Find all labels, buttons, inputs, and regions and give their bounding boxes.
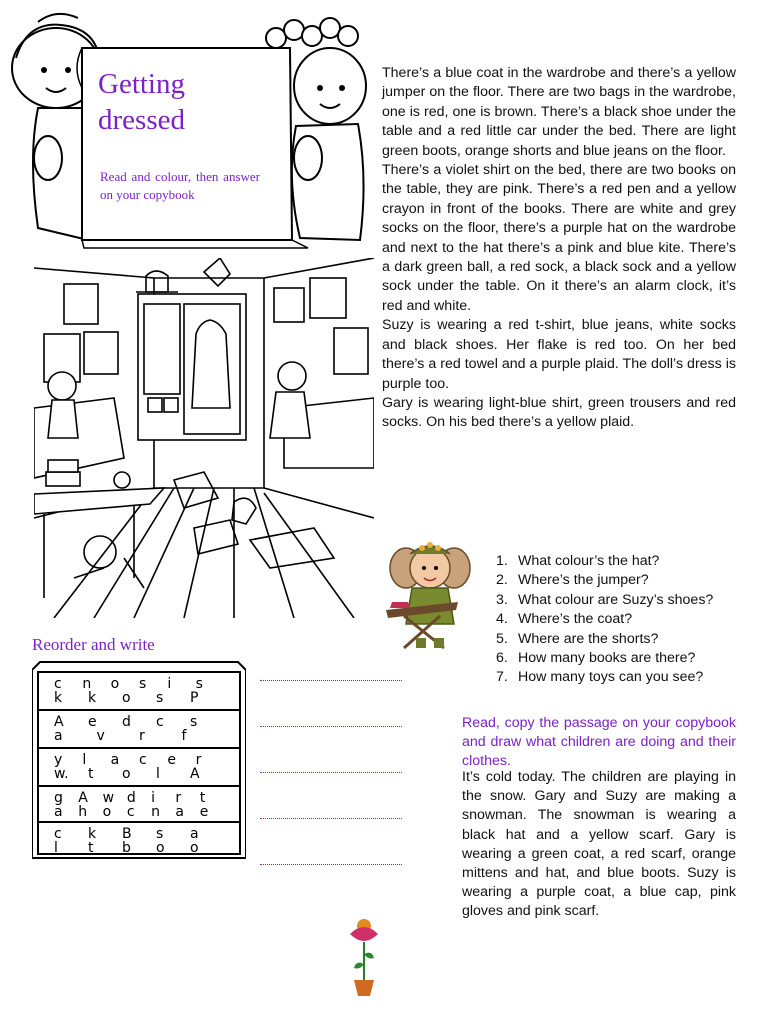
scrambled-letter: a [54,728,63,744]
scrambled-letter: A [78,790,88,806]
scrambled-letter: h [78,804,88,820]
shelf-illustration [32,660,246,860]
scrambled-letter: t [88,766,94,782]
scrambled-letter: e [88,714,97,730]
scrambled-letter: c [126,804,135,820]
scrambled-letter: A [190,766,200,782]
scrambled-letter: l [156,766,160,782]
scrambled-letter: c [54,676,62,692]
scrambled-letter: a [175,804,185,820]
scrambled-letter: o [102,804,112,820]
scrambled-letter: B [122,826,132,842]
scrambled-letter: f [181,728,187,744]
scrambled-letter: d [122,714,131,730]
page-subtitle: Read and colour, then answer on your copybook [100,169,260,202]
messy-bedroom-illustration [34,258,374,618]
answer-line[interactable] [260,818,402,819]
scrambled-letter: a [54,804,63,820]
questions-list [496,552,756,688]
scrambled-letter: e [167,752,176,768]
scrambled-letter: b [122,840,131,856]
passage-paragraph: There’s a violet shirt on the bed, there are two books on the table, they are pink. There’s a red pen and a yellow crayon in front of the books. There are white and grey socks on the floor, there’s a purple hat on the wardrobe and next to the hat there’s a pink and blue kite. There’s a dark green ball, a red sock, a black sock and a yellow sock under the table. On it there’s an alarm clock, it’s red and white. [382,162,736,314]
scrambled-letter: r [139,728,145,744]
scrambled-letter: o [156,840,165,856]
answer-line[interactable] [260,680,402,681]
passage-paragraph: Gary is wearing light-blue shirt, green trousers and red socks. On his bed there’s a yellow plaid. [382,394,736,431]
scrambled-letter: a [190,826,199,842]
scrambled-letter: e [199,804,209,820]
scrambled-letter: s [139,676,147,692]
scrambled-word-row [46,752,230,784]
answer-line[interactable] [260,772,402,773]
scrambled-letter: o [122,690,131,706]
scrambled-letter: A [54,714,64,730]
scrambled-letter: c [156,714,164,730]
reorder-heading: Reorder and write [32,635,155,654]
question-item: 1. What colour’s the hat? [496,553,660,569]
question-item: 7. How many toys can you see? [496,669,704,686]
scrambled-letter: r [175,790,182,806]
scrambled-letter: n [82,676,92,692]
question-item: 3. What colour are Suzy’s shoes? [496,591,714,608]
scrambled-letter: s [156,690,164,706]
scrambled-letter: g [54,790,63,806]
scrambled-letter: l [82,752,87,768]
scrambled-word-row [46,790,230,822]
scrambled-letter: k [88,690,97,706]
description-passage [382,64,736,433]
scrambled-word-row [46,714,230,746]
scrambled-letter: d [126,790,136,806]
read-copy-passage: It’s cold today. The children are playing in the snow. Gary and Suzy are making a snowman. The snowman is wearing a black hat and a yellow scarf. Gary is wearing a green coat, a red scarf, orange mittens and hat, and blue boots. Suzy is wearing a purple coat, a blue cap, pink gloves and pink scarf. [462,769,736,920]
scrambled-letter: o [122,766,131,782]
question-item: 4. Where’s the coat? [496,611,633,628]
scrambled-word-row [46,676,230,708]
scrambled-letter: v [96,728,105,744]
scrambled-letter: y [54,752,63,768]
question-item: 6. How many books are there? [496,650,696,667]
scrambled-letter: o [190,840,199,856]
scrambled-letter: k [54,690,63,706]
scrambled-letter: s [190,714,198,730]
scrambled-letter: c [139,752,147,768]
scrambled-letter: i [167,676,172,692]
scrambled-letter: k [88,826,97,842]
scrambled-letter: s [195,676,203,692]
scrambled-letter: s [156,826,164,842]
scrambled-letter: o [110,676,120,692]
scrambled-letter: l [54,840,58,856]
scrambled-letter: P [190,690,199,706]
flower-pot-icon [346,918,382,998]
girl-ironing-illustration [384,540,474,652]
question-item: 5. Where are the shorts? [496,630,659,647]
scrambled-letter: r [195,752,202,768]
scrambled-letter: i [151,790,156,806]
passage-paragraph: Suzy is wearing a red t-shirt, blue jeans, white socks and black shoes. Her flake is red too. On her bed there’s a red towel and a purple plaid. The doll’s dress is purple too. [382,317,736,392]
scrambled-letter: t [88,840,94,856]
page-title: Getting dressed [98,68,185,136]
scrambled-letter: a [110,752,120,768]
scrambled-letter: n [151,804,161,820]
scrambled-letter: w. [54,766,69,782]
scrambled-letter: w [102,790,115,806]
answer-line[interactable] [260,726,402,727]
answer-line[interactable] [260,864,402,865]
question-item: 2. Where’s the jumper? [496,572,649,589]
scrambled-letter: t [199,790,206,806]
scrambled-word-row [46,826,230,858]
passage-paragraph: There’s a blue coat in the wardrobe and there’s a yellow jumper on the floor. There are two bags in the wardrobe, one is red, one is brown. There’s a black shoe under the table and a red little car under the bed. There are light green boots, orange shorts and blue jeans on the floor. [382,65,736,159]
read-copy-instruction: Read, copy the passage on your copybook and draw what children are doing and their clothes. [462,715,736,770]
scrambled-letter: c [54,826,62,842]
